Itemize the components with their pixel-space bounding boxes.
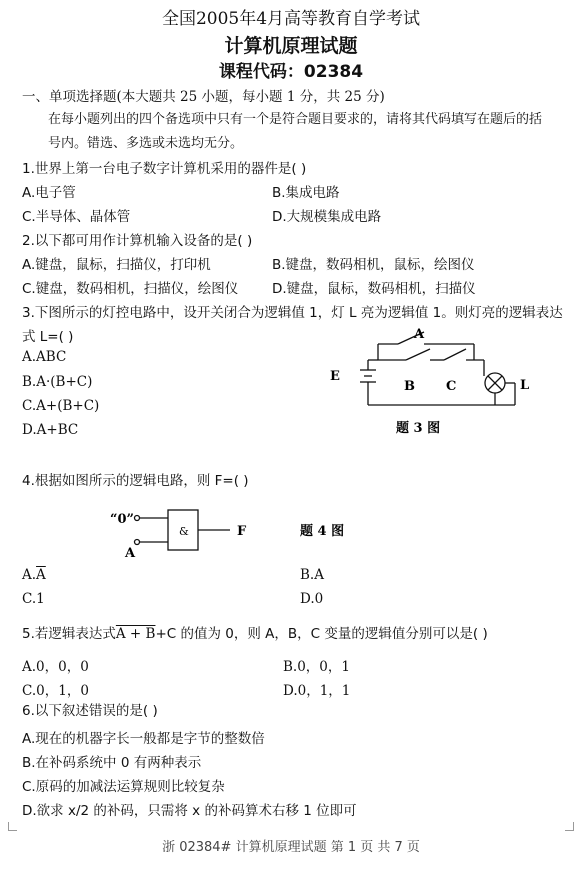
q3-stem-line2: 式 L=( ) bbox=[22, 329, 74, 345]
q3-option-d: D.A+BC bbox=[22, 422, 79, 438]
q4-logic-gate-diagram bbox=[100, 505, 360, 565]
q4-output-f-label: F bbox=[237, 524, 247, 539]
q3-stem-line1: 3.下图所示的灯控电路中，设开关闭合为逻辑值 1，灯 L 亮为逻辑值 1。则灯亮的逻辑表达 bbox=[22, 305, 563, 321]
q4-and-gate-symbol: & bbox=[179, 525, 189, 538]
q5-option-b: B.0，0，1 bbox=[283, 659, 350, 675]
q5-option-c: C.0，1，0 bbox=[22, 683, 89, 699]
q1-stem: 1.世界上第一台电子数字计算机采用的器件是( ) bbox=[22, 161, 307, 177]
q5-stem-expression: A + B bbox=[115, 626, 156, 642]
q3-lamp-l-label: L bbox=[520, 378, 530, 393]
section-instruction-line2: 号内。错选、多选或未选均无分。 bbox=[48, 136, 244, 151]
corner-mark-left bbox=[8, 822, 17, 831]
q2-option-c: C.键盘，数码相机，扫描仪，绘图仪 bbox=[22, 281, 239, 297]
section-heading: 一、单项选择题(本大题共 25 小题，每小题 1 分，共 25 分) bbox=[22, 89, 385, 105]
q4-option-b: B.A bbox=[300, 567, 324, 583]
page-footer: 浙 02384# 计算机原理试题 第 1 页 共 7 页 bbox=[162, 840, 420, 855]
q4-option-a-prefix: A. bbox=[22, 567, 37, 583]
q2-stem: 2.以下都可用作计算机输入设备的是( ) bbox=[22, 233, 253, 249]
corner-mark-right bbox=[565, 822, 574, 831]
q6-option-c: C.原码的加减法运算规则比较复杂 bbox=[22, 779, 225, 795]
subject-title: 计算机原理试题 bbox=[224, 35, 358, 57]
q4-option-c: C.1 bbox=[22, 591, 45, 607]
q1-option-b: B.集成电路 bbox=[272, 185, 340, 201]
q3-figure-caption: 题 3 图 bbox=[396, 421, 441, 436]
q3-option-a: A.ABC bbox=[22, 349, 67, 365]
q6-stem: 6.以下叙述错误的是( ) bbox=[22, 703, 158, 719]
q6-option-b: B.在补码系统中 0 有两种表示 bbox=[22, 755, 202, 771]
course-code: 课程代码：02384 bbox=[218, 62, 364, 82]
q1-option-d: D.大规模集成电路 bbox=[272, 209, 382, 225]
q5-stem-suffix: +C 的值为 0，则 A，B，C 变量的逻辑值分别可以是( ) bbox=[155, 626, 488, 642]
q3-lamp-circuit-diagram bbox=[320, 320, 540, 450]
q3-switch-a-label: A bbox=[414, 327, 425, 342]
q3-switch-c-label: C bbox=[446, 379, 457, 394]
q6-option-d: D.欲求 x/2 的补码，只需将 x 的补码算术右移 1 位即可 bbox=[22, 803, 357, 819]
q5-option-d: D.0，1，1 bbox=[283, 683, 351, 699]
q2-option-b: B.键盘，数码相机，鼠标，绘图仪 bbox=[272, 257, 475, 273]
q4-option-a bbox=[22, 567, 46, 583]
q2-option-a: A.键盘，鼠标，扫描仪，打印机 bbox=[22, 257, 211, 273]
q4-stem: 4.根据如图所示的逻辑电路，则 F=( ) bbox=[22, 473, 249, 489]
section-instruction-line1: 在每小题列出的四个备选项中只有一个是符合题目要求的，请将其代码填写在题后的括 bbox=[48, 112, 543, 127]
q3-switch-b-label: B bbox=[404, 379, 415, 394]
q5-stem bbox=[22, 622, 488, 642]
q1-option-a: A.电子管 bbox=[22, 185, 76, 201]
q3-source-e-label: E bbox=[330, 369, 340, 384]
q6-option-a: A.现在的机器字长一般都是字节的整数倍 bbox=[22, 731, 265, 747]
q4-option-a-variable: $\overline{A}$ bbox=[36, 567, 46, 583]
q3-option-c: C.A+(B+C) bbox=[22, 398, 100, 414]
q4-input-a-label: A bbox=[125, 546, 136, 561]
q5-stem-prefix: 5.若逻辑表达式 bbox=[22, 626, 116, 642]
q4-input-zero-label: “0” bbox=[110, 512, 135, 527]
q3-option-b: B.A·(B+C) bbox=[22, 374, 93, 390]
q4-figure-caption: 题 4 图 bbox=[300, 524, 345, 539]
q4-option-d: D.0 bbox=[300, 591, 324, 607]
q5-option-a: A.0，0，0 bbox=[22, 659, 89, 675]
q2-option-d: D.键盘，鼠标，数码相机，扫描仪 bbox=[272, 281, 476, 297]
q1-option-c: C.半导体、晶体管 bbox=[22, 209, 131, 225]
exam-title: 全国2005年4月高等教育自学考试 bbox=[161, 9, 421, 29]
q3-circuit-wires bbox=[360, 332, 515, 405]
